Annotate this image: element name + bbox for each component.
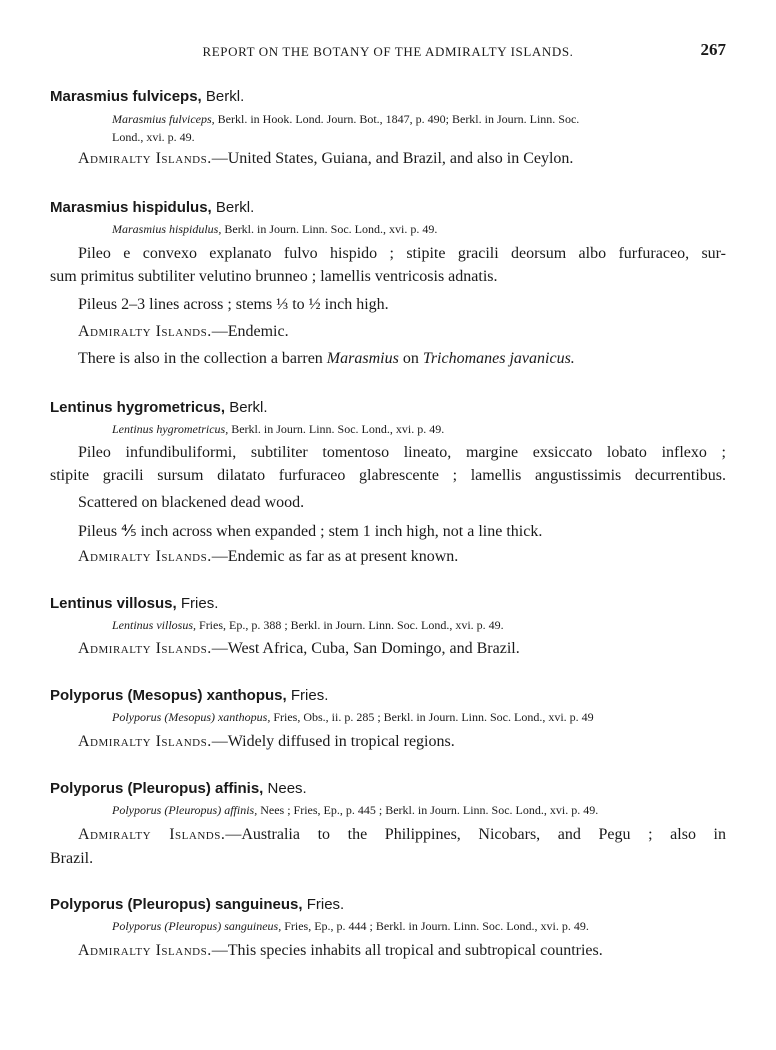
distribution	[78, 150, 573, 168]
distribution-text: —West Africa, Cuba, San Domingo, and Brazil.	[211, 640, 520, 657]
distribution-label: Admiralty Islands.	[78, 942, 212, 959]
citation-name: Marasmius hispidulus,	[112, 222, 222, 236]
running-title: REPORT ON THE BOTANY OF THE ADMIRALTY ISLANDS.	[202, 44, 574, 59]
latin-description-line: Pileo infundibuliformi, subtiliter tomentoso lineato, margine exsiccato lobato inflexo ;	[78, 444, 726, 461]
species-author: Fries.	[290, 687, 329, 704]
note-text: on	[398, 350, 423, 367]
citation-ref: Berkl. in Journ. Linn. Soc. Lond., xvi. p. 49.	[231, 422, 445, 436]
measurement-text: inch high.	[320, 296, 389, 313]
species-author: Nees.	[267, 780, 307, 797]
citation	[112, 420, 728, 438]
note-text: There is also in the collection a barren	[78, 350, 327, 367]
distribution-text: —This species inhabits all tropical and subtropical countries.	[211, 942, 603, 959]
distribution-text: —United States, Guiana, and Brazil, and also in Ceylon.	[211, 150, 574, 167]
citation-continuation: Lond., xvi. p. 49.	[112, 130, 195, 144]
species-heading	[50, 595, 730, 612]
citation-name: Marasmius fulviceps,	[112, 112, 215, 126]
page-number: 267	[700, 40, 726, 59]
distribution	[78, 942, 603, 960]
citation-ref: Fries, Ep., p. 444 ; Berkl. in Journ. Linn. Soc. Lond., xvi. p. 49.	[284, 919, 589, 933]
measurement-text: inch across when expanded ; stem 1 inch high, not a line thick.	[136, 523, 543, 540]
citation	[112, 708, 728, 726]
distribution	[78, 548, 458, 566]
fraction: ⅓	[276, 296, 289, 313]
distribution-label: Admiralty Islands.	[78, 150, 212, 167]
citation-ref: Berkl. in Hook. Lond. Journ. Bot., 1847, p. 490; Berkl. in Journ. Linn. Soc.	[217, 112, 580, 126]
latin-description-line: Pileo e convexo explanato fulvo hispido ; stipite gracili deorsum albo furfuraceo, sur-	[78, 245, 726, 262]
species-heading	[50, 88, 730, 105]
measurement-note	[78, 521, 542, 541]
distribution-label: Admiralty Islands.	[78, 323, 212, 340]
species-binomial: Marasmius hispidulus,	[50, 199, 212, 216]
species-author: Berkl.	[205, 88, 245, 105]
distribution	[78, 733, 455, 751]
citation	[112, 220, 728, 238]
species-heading	[50, 780, 730, 797]
citation-ref: Fries, Obs., ii. p. 285 ; Berkl. in Journ. Linn. Soc. Lond., xvi. p. 49	[273, 710, 594, 724]
species-heading	[50, 399, 730, 416]
species-binomial: Lentinus hygrometricus,	[50, 399, 226, 416]
distribution-text: —Widely diffused in tropical regions.	[211, 733, 455, 750]
species-author: Fries.	[180, 595, 219, 612]
measurement-note	[78, 296, 389, 314]
citation-name: Lentinus villosus,	[112, 618, 197, 632]
citation	[112, 616, 728, 634]
citation-name: Polyporus (Mesopus) xanthopus,	[112, 710, 271, 724]
measurement-text: to	[288, 296, 309, 313]
species-binomial: Polyporus (Pleuropus) sanguineus,	[50, 896, 303, 913]
species-author: Fries.	[306, 896, 345, 913]
citation	[112, 917, 728, 935]
citation-name: Polyporus (Pleuropus) affinis,	[112, 803, 258, 817]
distribution-continuation: Brazil.	[50, 850, 94, 867]
citation-ref: Berkl. in Journ. Linn. Soc. Lond., xvi. p. 49.	[224, 222, 438, 236]
page-header	[50, 40, 726, 66]
distribution	[78, 640, 520, 658]
fraction: ⅘	[121, 523, 137, 540]
fraction: ½	[308, 296, 321, 313]
distribution-label: Admiralty Islands.	[78, 733, 212, 750]
species-author: Berkl.	[229, 399, 268, 416]
species-heading	[50, 687, 730, 704]
note-host: Trichomanes javanicus.	[422, 350, 575, 367]
distribution-text: —Endemic.	[211, 323, 289, 340]
distribution	[78, 323, 289, 341]
distribution	[78, 826, 726, 844]
species-binomial: Lentinus villosus,	[50, 595, 177, 612]
measurement-text: Pileus 2–3 lines across ; stems	[78, 296, 277, 313]
species-binomial: Polyporus (Mesopus) xanthopus,	[50, 687, 287, 704]
citation-ref: Nees ; Fries, Ep., p. 445 ; Berkl. in Journ. Linn. Soc. Lond., xvi. p. 49.	[260, 803, 599, 817]
measurement-text: Pileus	[78, 523, 122, 540]
collection-note	[78, 350, 575, 368]
note-genus: Marasmius	[326, 350, 399, 367]
distribution-text: —Australia to the Philippines, Nicobars, and Pegu ; also in	[225, 826, 726, 843]
latin-description-line: sum primitus subtiliter velutino brunneo ; lamellis ventricosis adnatis.	[50, 268, 498, 285]
distribution-label: Admiralty Islands.	[78, 548, 212, 565]
species-author: Berkl.	[215, 199, 255, 216]
distribution-label: Admiralty Islands.	[78, 826, 226, 843]
habitat-note: Scattered on blackened dead wood.	[78, 494, 305, 511]
distribution-label: Admiralty Islands.	[78, 640, 212, 657]
citation-ref: Fries, Ep., p. 388 ; Berkl. in Journ. Linn. Soc. Lond., xvi. p. 49.	[199, 618, 504, 632]
species-heading	[50, 199, 730, 216]
citation-name: Polyporus (Pleuropus) sanguineus,	[112, 919, 282, 933]
citation	[112, 110, 728, 146]
citation-name: Lentinus hygrometricus,	[112, 422, 229, 436]
species-heading	[50, 896, 730, 913]
species-binomial: Polyporus (Pleuropus) affinis,	[50, 780, 264, 797]
latin-description-line: stipite gracili sursum dilatato furfuraceo glabrescente ; lamellis angustissimis decurrentibus.	[50, 467, 726, 484]
citation	[112, 801, 728, 819]
distribution-text: —Endemic as far as at present known.	[211, 548, 459, 565]
species-binomial: Marasmius fulviceps,	[50, 88, 202, 105]
